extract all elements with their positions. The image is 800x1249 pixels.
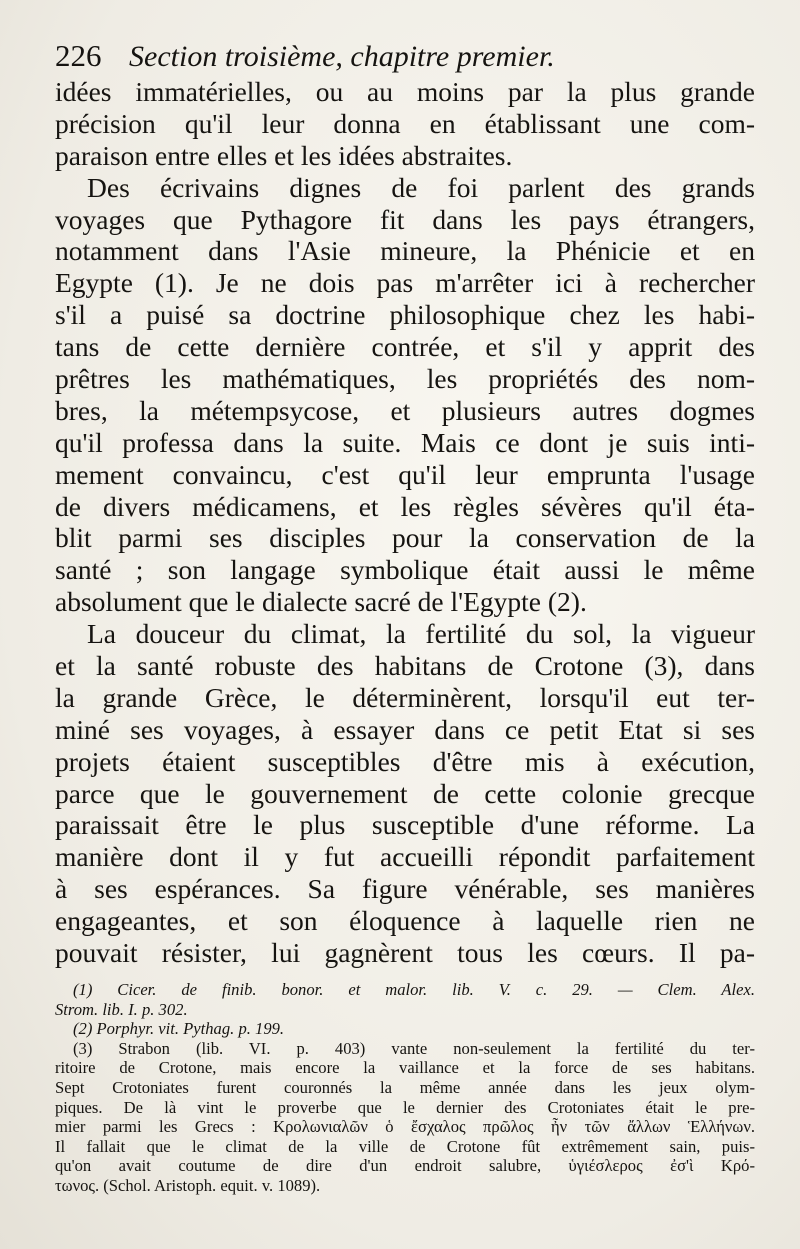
text-line: manière dont il y fut accueilli répondit parfaitement <box>55 841 755 873</box>
footnote-line: mier parmi les Grecs : Κρολωνιαλῶν ὁ ἔσχαλος πρῶλος ἦν τῶν ἄλλων Ἑλλήνων. <box>55 1117 755 1137</box>
text-line: pouvait résister, lui gagnèrent tous les cœurs. Il pa- <box>55 937 755 969</box>
text-line: qu'il professa dans la suite. Mais ce dont je suis inti- <box>55 426 755 458</box>
text-line: la grande Grèce, le déterminèrent, lorsqu'il eut ter- <box>55 681 755 713</box>
text-line: prêtres les mathématiques, les propriétés des nom- <box>55 363 755 395</box>
text-line: absolument que le dialecte sacré de l'Egypte (2). <box>55 586 587 618</box>
text-line: mement convaincu, c'est qu'il leur emprunta l'usage <box>55 458 755 490</box>
text-line: projets étaient susceptibles d'être mis à exécution, <box>55 745 755 777</box>
footnote-line: (1) Cicer. de finib. bonor. et malor. lib. V. c. 29. — Clem. Alex. <box>73 980 755 999</box>
text-line: miné ses voyages, à essayer dans ce petit Etat si ses <box>55 713 755 745</box>
text-line: Des écrivains dignes de foi parlent des grands <box>87 171 755 203</box>
main-text <box>55 76 755 969</box>
text-line: engageantes, et son éloquence à laquelle rien ne <box>55 905 755 937</box>
text-line: La douceur du climat, la fertilité du sol, la vigueur <box>87 618 755 650</box>
text-line: s'il a puisé sa doctrine philosophique chez les habi- <box>55 299 755 331</box>
text-line: santé ; son langage symbolique était aussi le même <box>55 554 755 586</box>
text-line: paraison entre elles et les idées abstraites. <box>55 139 513 171</box>
page-number: 226 <box>55 38 102 73</box>
text-line: tans de cette dernière contrée, et s'il y apprit des <box>55 331 755 363</box>
text-line: à ses espérances. Sa figure vénérable, ses manières <box>55 873 755 905</box>
text-line: précision qu'il leur donna en établissant une com- <box>55 107 755 139</box>
footnote-line: ritoire de Crotone, mais encore la vaillance et la force de ses habitans. <box>55 1058 755 1078</box>
running-header <box>55 36 755 76</box>
text-line: bres, la métempsycose, et plusieurs autres dogmes <box>55 394 755 426</box>
footnote-line: Strom. lib. I. p. 302. <box>55 999 188 1019</box>
footnote-line: Il fallait que le climat de la ville de Crotone fût extrêmement sain, puis- <box>55 1136 755 1156</box>
footnote-line: piques. De là vint le proverbe que le dernier des Crotoniates était le pre- <box>55 1097 755 1117</box>
footnote-line: τωνος. (Schol. Aristoph. equit. v. 1089). <box>55 1175 321 1195</box>
text-line: paraissait être le plus susceptible d'une réforme. La <box>55 809 755 841</box>
running-title: Section troisième, chapitre premier. <box>129 40 555 73</box>
text-line: de divers médicamens, et les règles sévères qu'il éta- <box>55 490 755 522</box>
text-line: notamment dans l'Asie mineure, la Phénicie et en <box>55 235 755 267</box>
text-line: idées immatérielles, ou au moins par la plus grande <box>55 76 755 107</box>
footnotes <box>55 980 755 1196</box>
footnote-line: (2) Porphyr. vit. Pythag. p. 199. <box>73 1019 285 1039</box>
footnote-line: (3) Strabon (lib. VI. p. 403) vante non-seulement la fertilité du ter- <box>73 1038 755 1058</box>
text-line: Egypte (1). Je ne dois pas m'arrêter ici à rechercher <box>55 267 755 299</box>
text-line: et la santé robuste des habitans de Crotone (3), dans <box>55 650 755 682</box>
text-line: blit parmi ses disciples pour la conservation de la <box>55 522 755 554</box>
footnote-line: Sept Crotoniates furent couronnés la même année dans les jeux olym- <box>55 1077 755 1097</box>
text-line: voyages que Pythagore fit dans les pays étrangers, <box>55 203 755 235</box>
text-line: parce que le gouvernement de cette colonie grecque <box>55 777 755 809</box>
footnote-line: qu'on avait coutume de dire d'un endroit salubre, ὑγιέσλερος ἐσ'ὶ Κρό- <box>55 1156 755 1176</box>
